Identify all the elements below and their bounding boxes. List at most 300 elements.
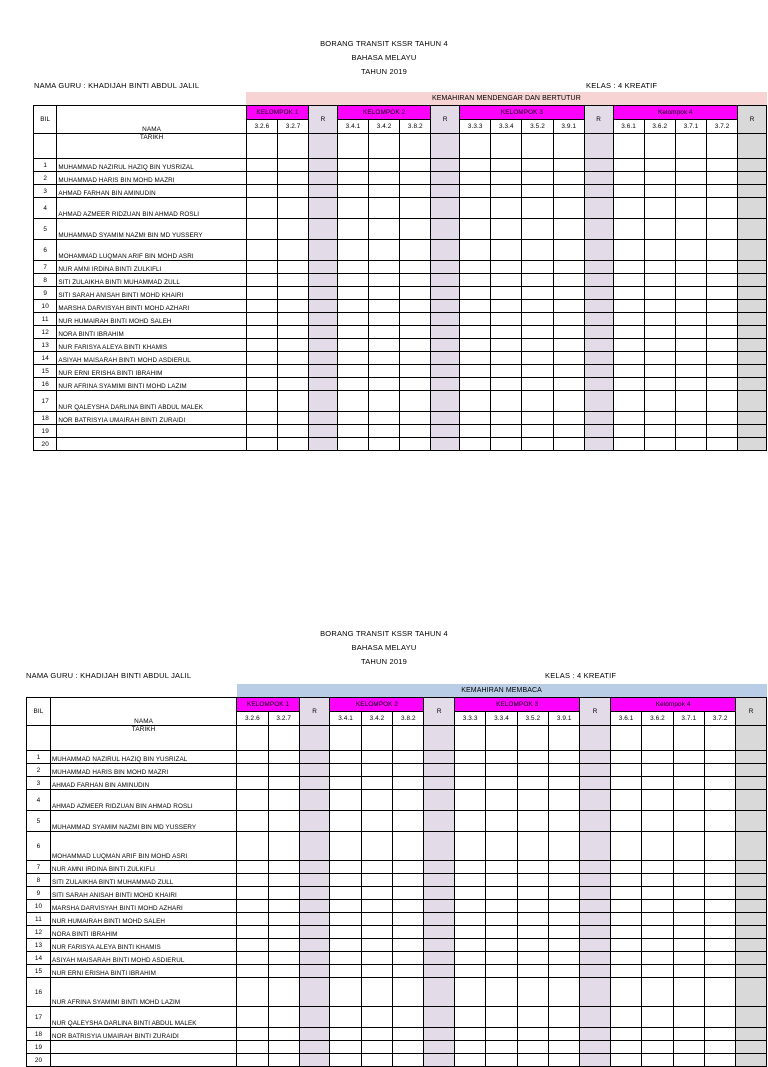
score-cell [673, 978, 704, 1007]
r-cell [738, 412, 767, 425]
r-cell [309, 326, 338, 339]
score-cell [675, 287, 706, 300]
score-cell [673, 777, 704, 790]
r-cell [736, 913, 767, 926]
score-cell [613, 425, 644, 438]
score-cell [460, 274, 491, 287]
score-cell [454, 726, 485, 751]
score-cell [613, 240, 644, 261]
bil-cell: 4 [34, 198, 57, 219]
r-cell [738, 172, 767, 185]
r-cell [309, 412, 338, 425]
score-cell [642, 777, 673, 790]
score-cell [642, 1028, 673, 1041]
score-cell [268, 832, 299, 861]
score-cell [268, 751, 299, 764]
score-cell [337, 240, 368, 261]
score-cell [330, 952, 361, 965]
score-cell [246, 378, 277, 391]
score-cell [613, 300, 644, 313]
score-cell [491, 425, 522, 438]
bil-cell: 13 [27, 939, 51, 952]
score-cell [486, 777, 517, 790]
score-cell [613, 185, 644, 198]
r-cell [584, 438, 613, 451]
score-cell [369, 287, 400, 300]
score-cell [460, 365, 491, 378]
score-cell [268, 790, 299, 811]
r-cell [299, 1041, 329, 1054]
bil-cell: 14 [34, 352, 57, 365]
group-header: KELOMPOK 1 [237, 698, 300, 712]
student-name [50, 1041, 236, 1054]
r-cell [738, 425, 767, 438]
score-cell [400, 391, 431, 412]
score-cell [400, 219, 431, 240]
score-cell [491, 159, 522, 172]
bil-cell: 2 [27, 764, 51, 777]
score-cell [454, 900, 485, 913]
r-cell [299, 939, 329, 952]
skill-code: 3.9.1 [549, 712, 580, 726]
score-cell [491, 261, 522, 274]
score-cell [517, 978, 548, 1007]
score-cell [237, 777, 268, 790]
bil-cell: 9 [34, 287, 57, 300]
r-cell [424, 1007, 454, 1028]
student-row [27, 1028, 767, 1041]
score-cell [610, 811, 641, 832]
score-cell [246, 313, 277, 326]
score-cell [361, 777, 392, 790]
r-cell [736, 832, 767, 861]
bil-cell: 18 [27, 1028, 51, 1041]
score-cell [673, 811, 704, 832]
score-cell [400, 326, 431, 339]
tarikh-label: TARIKH [57, 134, 246, 159]
r-cell [580, 811, 610, 832]
r-cell [299, 874, 329, 887]
score-cell [644, 352, 675, 365]
score-cell [644, 172, 675, 185]
score-cell [268, 811, 299, 832]
score-cell [642, 751, 673, 764]
r-cell [736, 952, 767, 965]
score-cell [337, 425, 368, 438]
skill-code: 3.3.4 [486, 712, 517, 726]
student-row [27, 913, 767, 926]
r-cell [309, 159, 338, 172]
score-cell [522, 261, 553, 274]
score-cell [369, 378, 400, 391]
r-cell [736, 777, 767, 790]
r-cell [431, 365, 460, 378]
score-cell [369, 300, 400, 313]
student-row [34, 425, 767, 438]
score-cell [330, 726, 361, 751]
score-cell [613, 339, 644, 352]
score-cell [610, 790, 641, 811]
student-name: MOHAMMAD LUQMAN ARIF BIN MOHD ASRI [57, 240, 246, 261]
score-cell [610, 900, 641, 913]
score-cell [610, 832, 641, 861]
score-cell [454, 913, 485, 926]
r-cell [424, 832, 454, 861]
score-cell [610, 764, 641, 777]
r-cell [736, 887, 767, 900]
score-cell [613, 326, 644, 339]
score-cell [549, 926, 580, 939]
r-cell [424, 978, 454, 1007]
student-name: NUR FARISYA ALEYA BINTI KHAMIS [57, 339, 246, 352]
skill-code: 3.9.1 [553, 120, 584, 134]
score-cell [369, 339, 400, 352]
score-cell [330, 751, 361, 764]
score-cell [454, 751, 485, 764]
score-cell [675, 198, 706, 219]
score-cell [517, 1054, 548, 1067]
score-cell [704, 777, 735, 790]
score-cell [673, 913, 704, 926]
form-title: BORANG TRANSIT KSSR TAHUN 4 [320, 39, 448, 48]
score-cell [246, 261, 277, 274]
r-cell [309, 352, 338, 365]
score-cell [369, 172, 400, 185]
score-cell [337, 185, 368, 198]
score-cell [549, 874, 580, 887]
score-cell [553, 365, 584, 378]
score-cell [675, 172, 706, 185]
score-cell [460, 352, 491, 365]
skill-code: 3.6.1 [610, 712, 641, 726]
r-cell [431, 185, 460, 198]
score-cell [393, 764, 424, 777]
score-cell [460, 134, 491, 159]
score-cell [644, 425, 675, 438]
student-row [27, 978, 767, 1007]
r-cell [584, 159, 613, 172]
r-cell [580, 764, 610, 777]
year-title: TAHUN 2019 [360, 657, 408, 666]
nama-header: NAMA [57, 106, 246, 134]
r-cell [736, 790, 767, 811]
skill-code: 3.2.6 [246, 120, 277, 134]
r-cell [424, 811, 454, 832]
score-cell [553, 185, 584, 198]
score-cell [707, 412, 738, 425]
score-cell [522, 313, 553, 326]
score-cell [644, 412, 675, 425]
score-cell [337, 352, 368, 365]
r-cell [580, 1028, 610, 1041]
score-cell [277, 339, 308, 352]
score-cell [393, 811, 424, 832]
score-cell [553, 326, 584, 339]
score-cell [610, 1041, 641, 1054]
bil-cell: 6 [27, 832, 51, 861]
score-cell [553, 352, 584, 365]
score-cell [246, 339, 277, 352]
score-cell [460, 300, 491, 313]
score-cell [675, 438, 706, 451]
score-cell [673, 939, 704, 952]
score-cell [675, 261, 706, 274]
r-cell [738, 365, 767, 378]
student-row [34, 412, 767, 425]
score-cell [549, 1007, 580, 1028]
student-row [34, 198, 767, 219]
score-cell [491, 185, 522, 198]
student-row [34, 287, 767, 300]
r-cell [424, 939, 454, 952]
student-row [27, 861, 767, 874]
score-cell [277, 438, 308, 451]
score-cell [361, 1041, 392, 1054]
student-name: NORA BINTI IBRAHIM [57, 326, 246, 339]
score-cell [337, 326, 368, 339]
score-cell [454, 926, 485, 939]
score-cell [642, 887, 673, 900]
bil-cell: 7 [27, 861, 51, 874]
r-cell [431, 339, 460, 352]
student-row [27, 926, 767, 939]
score-cell [522, 134, 553, 159]
score-cell [246, 352, 277, 365]
r-cell [738, 198, 767, 219]
score-cell [491, 198, 522, 219]
blank-cell [34, 92, 247, 106]
score-cell [549, 777, 580, 790]
score-cell [330, 861, 361, 874]
student-name: NUR HUMAIRAH BINTI MOHD SALEH [50, 913, 236, 926]
score-cell [610, 777, 641, 790]
score-cell [644, 378, 675, 391]
score-cell [644, 326, 675, 339]
student-name: MARSHA DARVISYAH BINTI MOHD AZHARI [57, 300, 246, 313]
score-cell [704, 832, 735, 861]
group-header-row [34, 106, 767, 120]
score-cell [369, 240, 400, 261]
score-cell [613, 172, 644, 185]
score-cell [454, 811, 485, 832]
r-cell [580, 1041, 610, 1054]
score-cell [361, 939, 392, 952]
skill-code: 3.3.4 [491, 120, 522, 134]
score-cell [491, 378, 522, 391]
score-cell [237, 790, 268, 811]
score-cell [707, 198, 738, 219]
student-name: MARSHA DARVISYAH BINTI MOHD AZHARI [50, 900, 236, 913]
score-cell [460, 287, 491, 300]
score-cell [673, 1054, 704, 1067]
score-cell [707, 172, 738, 185]
student-name: SITI SARAH ANISAH BINTI MOHD KHAIRI [57, 287, 246, 300]
score-cell [644, 339, 675, 352]
score-cell [337, 391, 368, 412]
score-cell [549, 764, 580, 777]
score-cell [361, 1007, 392, 1028]
r-cell [309, 339, 338, 352]
score-cell [707, 219, 738, 240]
score-cell [246, 425, 277, 438]
score-cell [361, 900, 392, 913]
r-cell [738, 185, 767, 198]
r-cell [584, 339, 613, 352]
r-cell [299, 926, 329, 939]
score-cell [454, 939, 485, 952]
r-cell [431, 172, 460, 185]
score-cell [460, 159, 491, 172]
r-cell [736, 926, 767, 939]
score-cell [486, 1054, 517, 1067]
skill-code: 3.4.1 [330, 712, 361, 726]
score-cell [704, 887, 735, 900]
nama-header: NAMA [50, 698, 236, 726]
score-cell [460, 438, 491, 451]
student-row [34, 391, 767, 412]
score-cell [673, 1041, 704, 1054]
r-cell [299, 965, 329, 978]
score-cell [486, 751, 517, 764]
score-cell [393, 832, 424, 861]
score-cell [486, 811, 517, 832]
skill-banner: KEMAHIRAN MENDENGAR DAN BERTUTUR [246, 92, 766, 106]
r-cell [424, 926, 454, 939]
score-cell [704, 764, 735, 777]
r-cell [431, 378, 460, 391]
bil-cell: 3 [27, 777, 51, 790]
r-cell [736, 1007, 767, 1028]
score-cell [268, 874, 299, 887]
teacher-name: NAMA GURU : KHADIJAH BINTI ABDUL JALIL [34, 81, 200, 90]
r-cell [431, 219, 460, 240]
bil-cell: 20 [34, 438, 57, 451]
r-cell [736, 900, 767, 913]
score-cell [486, 874, 517, 887]
score-cell [369, 412, 400, 425]
bil-cell [34, 134, 57, 159]
r-cell [299, 978, 329, 1007]
score-cell [486, 887, 517, 900]
score-cell [454, 1007, 485, 1028]
group-header-row [27, 698, 767, 712]
r-cell [431, 326, 460, 339]
r-cell [424, 900, 454, 913]
score-cell [522, 219, 553, 240]
score-cell [673, 900, 704, 913]
score-cell [553, 287, 584, 300]
score-cell [277, 300, 308, 313]
score-cell [330, 978, 361, 1007]
score-cell [337, 261, 368, 274]
score-cell [486, 790, 517, 811]
r-cell [431, 159, 460, 172]
score-cell [400, 287, 431, 300]
score-cell [268, 978, 299, 1007]
student-row [34, 313, 767, 326]
score-cell [704, 811, 735, 832]
r-header: R [738, 106, 767, 134]
score-cell [486, 952, 517, 965]
score-cell [704, 939, 735, 952]
bil-cell: 15 [34, 365, 57, 378]
score-cell [337, 438, 368, 451]
score-cell [361, 952, 392, 965]
score-cell [246, 240, 277, 261]
score-cell [522, 172, 553, 185]
teacher-name: NAMA GURU : KHADIJAH BINTI ABDUL JALIL [26, 671, 192, 680]
score-cell [400, 300, 431, 313]
score-cell [237, 874, 268, 887]
bil-cell: 16 [27, 978, 51, 1007]
score-cell [707, 287, 738, 300]
student-name: NUR AFRINA SYAMIMI BINTI MOHD LAZIM [50, 978, 236, 1007]
r-cell [584, 378, 613, 391]
r-cell [580, 1054, 610, 1067]
score-cell [642, 811, 673, 832]
r-cell [736, 1028, 767, 1041]
r-cell [584, 365, 613, 378]
score-cell [673, 751, 704, 764]
bil-cell: 11 [27, 913, 51, 926]
r-cell [736, 861, 767, 874]
student-name [57, 438, 246, 451]
blank-cell [27, 684, 237, 698]
skill-code: 3.2.6 [237, 712, 268, 726]
skill-banner-row [27, 684, 767, 698]
score-cell [330, 939, 361, 952]
score-cell [704, 874, 735, 887]
score-cell [610, 1028, 641, 1041]
student-row [27, 777, 767, 790]
r-cell [584, 219, 613, 240]
score-cell [268, 861, 299, 874]
score-cell [486, 900, 517, 913]
skill-code: 3.6.1 [613, 120, 644, 134]
score-cell [337, 274, 368, 287]
r-header: R [424, 698, 454, 726]
r-cell [584, 352, 613, 365]
score-cell [553, 240, 584, 261]
r-cell [736, 978, 767, 1007]
r-cell [580, 726, 610, 751]
score-cell [613, 352, 644, 365]
score-cell [707, 438, 738, 451]
score-cell [393, 1041, 424, 1054]
group-header: KELOMPOK 2 [337, 106, 431, 120]
student-name: MUHAMMAD NAZIRUL HAZIQ BIN YUSRIZAL [50, 751, 236, 764]
score-cell [549, 900, 580, 913]
score-cell [361, 913, 392, 926]
score-cell [460, 198, 491, 219]
r-cell [736, 965, 767, 978]
score-cell [237, 764, 268, 777]
skill-code: 3.3.3 [454, 712, 485, 726]
bil-header: BIL [27, 698, 51, 726]
student-name: NUR FARISYA ALEYA BINTI KHAMIS [50, 939, 236, 952]
score-cell [517, 1028, 548, 1041]
r-cell [309, 172, 338, 185]
bil-cell: 15 [27, 965, 51, 978]
r-cell [424, 777, 454, 790]
student-name: ASIYAH MAISARAH BINTI MOHD ASDIERUL [57, 352, 246, 365]
score-cell [454, 874, 485, 887]
score-cell [642, 1007, 673, 1028]
score-cell [268, 900, 299, 913]
skill-code: 3.3.3 [460, 120, 491, 134]
r-cell [299, 777, 329, 790]
student-name: NUR QALEYSHA DARLINA BINTI ABDUL MALEK [50, 1007, 236, 1028]
